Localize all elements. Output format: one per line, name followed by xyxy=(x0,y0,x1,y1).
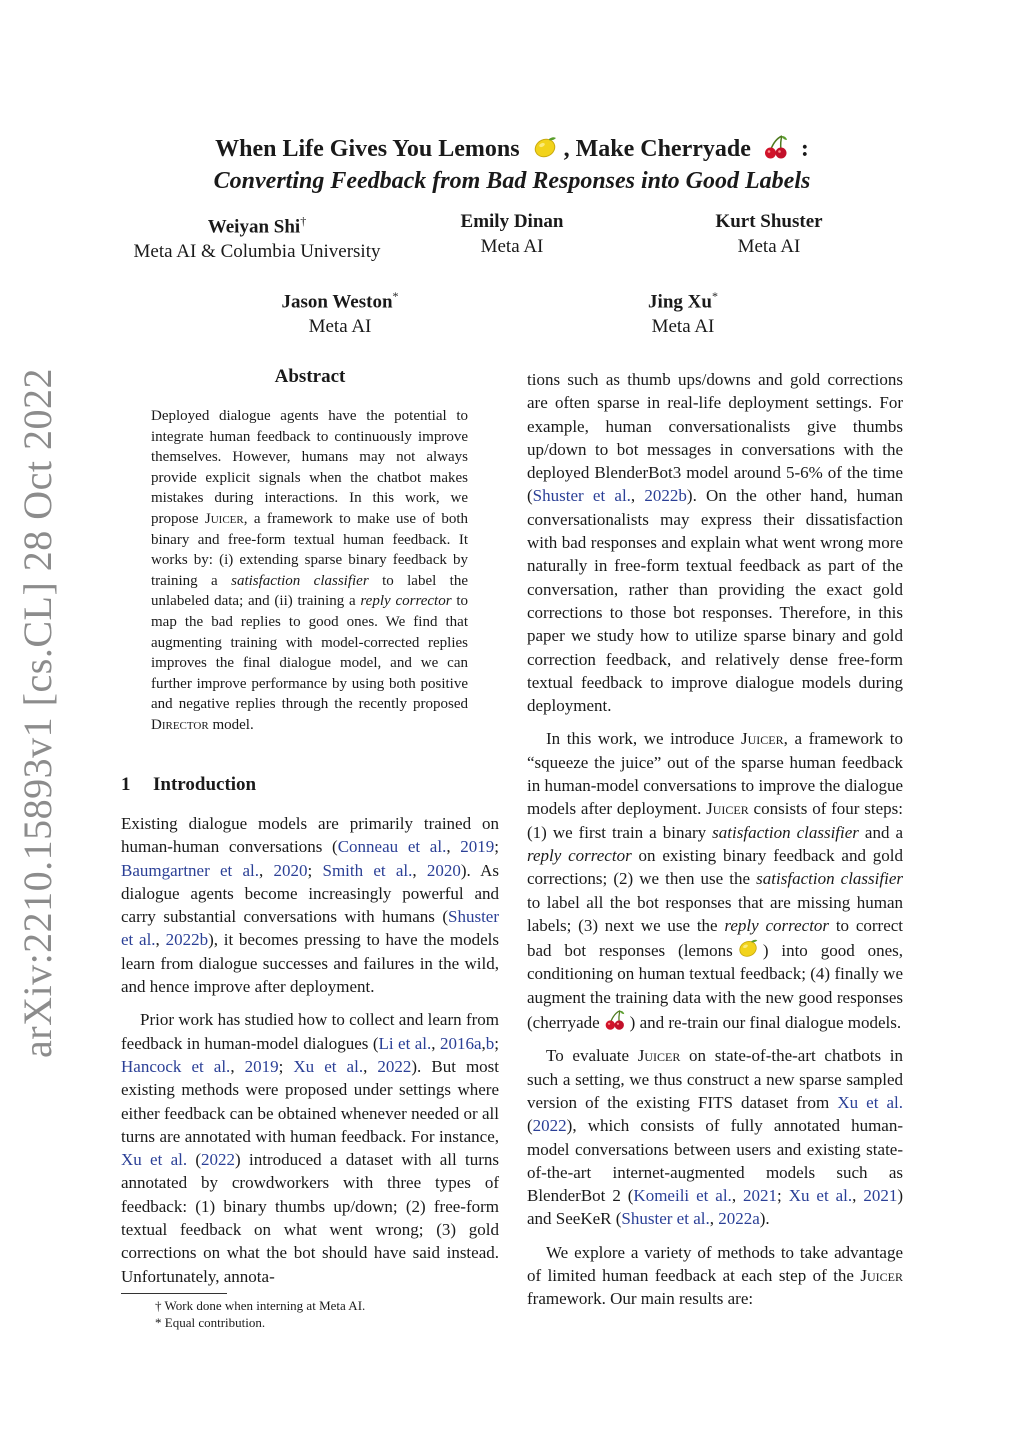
paper-title xyxy=(0,132,1024,196)
citation-link[interactable]: Komeili et al. xyxy=(633,1186,732,1206)
citation-link[interactable]: 2022 xyxy=(377,1056,412,1076)
title-line-2: Converting Feedback from Bad Responses into Good Labels xyxy=(213,168,811,194)
author-block-shi xyxy=(117,209,397,264)
author-affiliation: Meta AI xyxy=(480,236,544,257)
title-part-b: , Make Cherryade xyxy=(563,136,751,162)
juicer-name: Juicer xyxy=(860,1265,903,1285)
footnote-divider xyxy=(121,1293,227,1294)
citation-link[interactable]: Conneau et al. xyxy=(337,837,447,857)
lemon-icon xyxy=(737,937,759,959)
citation-link[interactable]: 2022b xyxy=(644,486,687,506)
abstract-heading: Abstract xyxy=(274,366,346,387)
intro-paragraph-3: tions such as thumb ups/downs and gold corrections are often sparse in real-life deployment settings. For example, human conversationalists give thumbs up/down to bot messages in conversations with the deployed BlenderBot3 model around 5-6% of the time (Shuster et al., 2022b). On the other hand, human conversationalists may express their dissatisfaction with bad responses and explain what went wrong more naturally in free-form textual feedback as part of the conversation, rather than providing the exact gold corrections to those bot responses. Therefore, in this paper we study how to utilize sparse binary and gold correction feedback, and relatively dense free-form textual feedback to improve dialogue models during deployment. xyxy=(527,370,903,716)
juicer-name: Juicer xyxy=(740,729,784,749)
intro-paragraph-1: Existing dialogue models are primarily trained on human-human conversations (Conneau et al., 2019; Baumgartner et al., 2020; Smith et al., 2020). As dialogue agents become increasingly powerful and carry substantial conversations with humans (Shuster et al., 2022b), it becomes pressing to have the models learn from dialogue successes and failures in the wild, and hence improve after deployment. xyxy=(121,814,500,997)
arxiv-identifier-stamp: arXiv:2210.15893v1 [cs.CL] 28 Oct 2022 xyxy=(15,367,60,1058)
citation-link[interactable]: 2019 xyxy=(460,837,495,857)
author-affiliation: Meta AI xyxy=(651,316,715,338)
title-part-a: When Life Gives You Lemons xyxy=(215,136,520,162)
juicer-name: Juicer xyxy=(637,1046,681,1066)
citation-link[interactable]: 2022b xyxy=(165,930,209,950)
footnotes xyxy=(121,1297,501,1331)
citation-link[interactable]: Hancock et al. xyxy=(121,1056,231,1076)
cherry-icon xyxy=(763,134,789,160)
author-affiliation: Meta AI xyxy=(737,236,801,257)
lemon-icon xyxy=(532,134,558,160)
author-name: Emily Dinan xyxy=(460,211,564,232)
citation-link[interactable]: 2022 xyxy=(201,1150,236,1170)
author-block-weston xyxy=(240,284,440,339)
citation-link[interactable]: 2022 xyxy=(532,1116,567,1136)
title-part-c: : xyxy=(800,136,809,162)
citation-link[interactable]: 2016a xyxy=(439,1033,482,1053)
juicer-name: Juicer xyxy=(706,799,749,819)
section-title: Introduction xyxy=(153,774,257,795)
intro-paragraph-2: Prior work has studied how to collect and learn from feedback in human-model dialogues (Li et al., 2016a,b; Hancock et al., 2019; Xu et al., 2022). But most existing methods were proposed under settings where either feedback can be obtained whenever needed or all turns are annotated with human feedback. For instance, Xu et al. (2022) introduced a dataset with all turns annotated by crowdworkers with three types of feedback: (1) binary thumbs up/down; (2) free-form textual feedback on what went wrong; (3) gold corrections on what the bot should have said instead. Unfortunately, annota- xyxy=(121,1010,500,1286)
author-block-xu xyxy=(583,284,783,339)
intro-paragraph-4: In this work, we introduce Juicer, a framework to “squeeze the juice” out of the sparse human feedback in human-model conversations to improve the dialogue models after deployment. Juicer consists of four steps: (1) we first train a binary satisfaction classifier and a reply corrector on existing binary feedback and gold corrections; (2) we then use the satisfaction classifier to label all the bot responses that are missing human labels; (3) next we use the reply corrector to correct bad bot responses (lemons ) into good ones, conditioning on human textual feedback; (4) finally we augment the training data with the new good responses (cherryade ) and re-train our final dialogue models. xyxy=(527,729,904,1033)
intro-paragraph-6: We explore a variety of methods to take advantage of limited human feedback at each step of the Juicer framework. Our main results are: xyxy=(527,1242,903,1309)
right-column xyxy=(527,368,903,1311)
intro-paragraph-5: To evaluate Juicer on state-of-the-art chatbots in such a setting, we thus construct a new sparse sampled version of the existing FITS dataset from Xu et al. (2022), which consists of fully annotated human-model conversations between users and existing state-of-the-art internet-augmented models such as BlenderBot 2 (Komeili et al., 2021; Xu et al., 2021) and SeeKeR (Shuster et al., 2022a). xyxy=(527,1046,904,1229)
director-name: Director xyxy=(151,716,209,733)
citation-link[interactable]: Xu et al. xyxy=(788,1186,853,1206)
citation-link[interactable]: 2021 xyxy=(743,1186,778,1206)
citation-link[interactable]: b xyxy=(485,1033,495,1053)
author-name: Kurt Shuster xyxy=(715,211,823,232)
citation-link[interactable]: Li et al. xyxy=(378,1033,432,1053)
citation-link[interactable]: Shuster et al. xyxy=(621,1209,710,1229)
citation-link[interactable]: Baumgartner et al. xyxy=(121,860,260,880)
author-affiliation: Meta AI & Columbia University xyxy=(133,241,381,263)
citation-link[interactable]: Xu et al. xyxy=(121,1150,188,1170)
left-column xyxy=(121,812,499,1288)
section-number: 1 xyxy=(121,774,131,795)
author-mark: * xyxy=(711,289,718,303)
author-mark: * xyxy=(392,289,399,303)
author-block-shuster xyxy=(669,209,869,259)
footnote-interning: † Work done when interning at Meta AI. xyxy=(155,1298,366,1313)
citation-link[interactable]: Smith et al. xyxy=(322,860,413,880)
section-heading-introduction xyxy=(121,774,256,796)
citation-link[interactable]: Shuster et al. xyxy=(532,486,631,506)
citation-link[interactable]: 2021 xyxy=(863,1186,898,1206)
citation-link[interactable]: 2019 xyxy=(244,1056,279,1076)
author-mark: † xyxy=(300,214,307,228)
author-name: Weiyan Shi xyxy=(207,216,301,238)
juicer-name: Juicer xyxy=(204,510,244,527)
author-name: Jason Weston xyxy=(281,291,393,313)
author-name: Jing Xu xyxy=(648,291,712,313)
citation-link[interactable]: 2020 xyxy=(426,860,461,880)
title-line-1 xyxy=(0,132,1024,166)
footnote-equal-contribution: * Equal contribution. xyxy=(155,1315,266,1330)
abstract-text: Deployed dialogue agents have the potential to integrate human feedback to continuously improve themselves. However, humans may not always provide explicit signals when the chatbot makes mistakes during interactions. In this work, we propose Juicer, a framework to make use of both binary and free-form textual human feedback. It works by: (i) extending sparse binary feedback by training a satisfaction classifier to label the unlabeled data; and (ii) training a reply corrector to map the bad replies to good ones. We find that augmenting training with model-corrected replies improves the final dialogue model, and we can further improve performance by using both positive and negative replies through the recently proposed Director model. xyxy=(151,408,468,733)
author-block-dinan xyxy=(412,209,612,259)
citation-link[interactable]: Shuster et al. xyxy=(121,907,499,950)
citation-link[interactable]: 2020 xyxy=(273,860,308,880)
citation-link[interactable]: Xu et al. xyxy=(293,1056,364,1076)
citation-link[interactable]: Xu et al. xyxy=(837,1092,903,1112)
citation-link[interactable]: 2022a xyxy=(718,1209,760,1229)
cherry-icon xyxy=(604,1009,626,1031)
author-affiliation: Meta AI xyxy=(308,316,372,338)
